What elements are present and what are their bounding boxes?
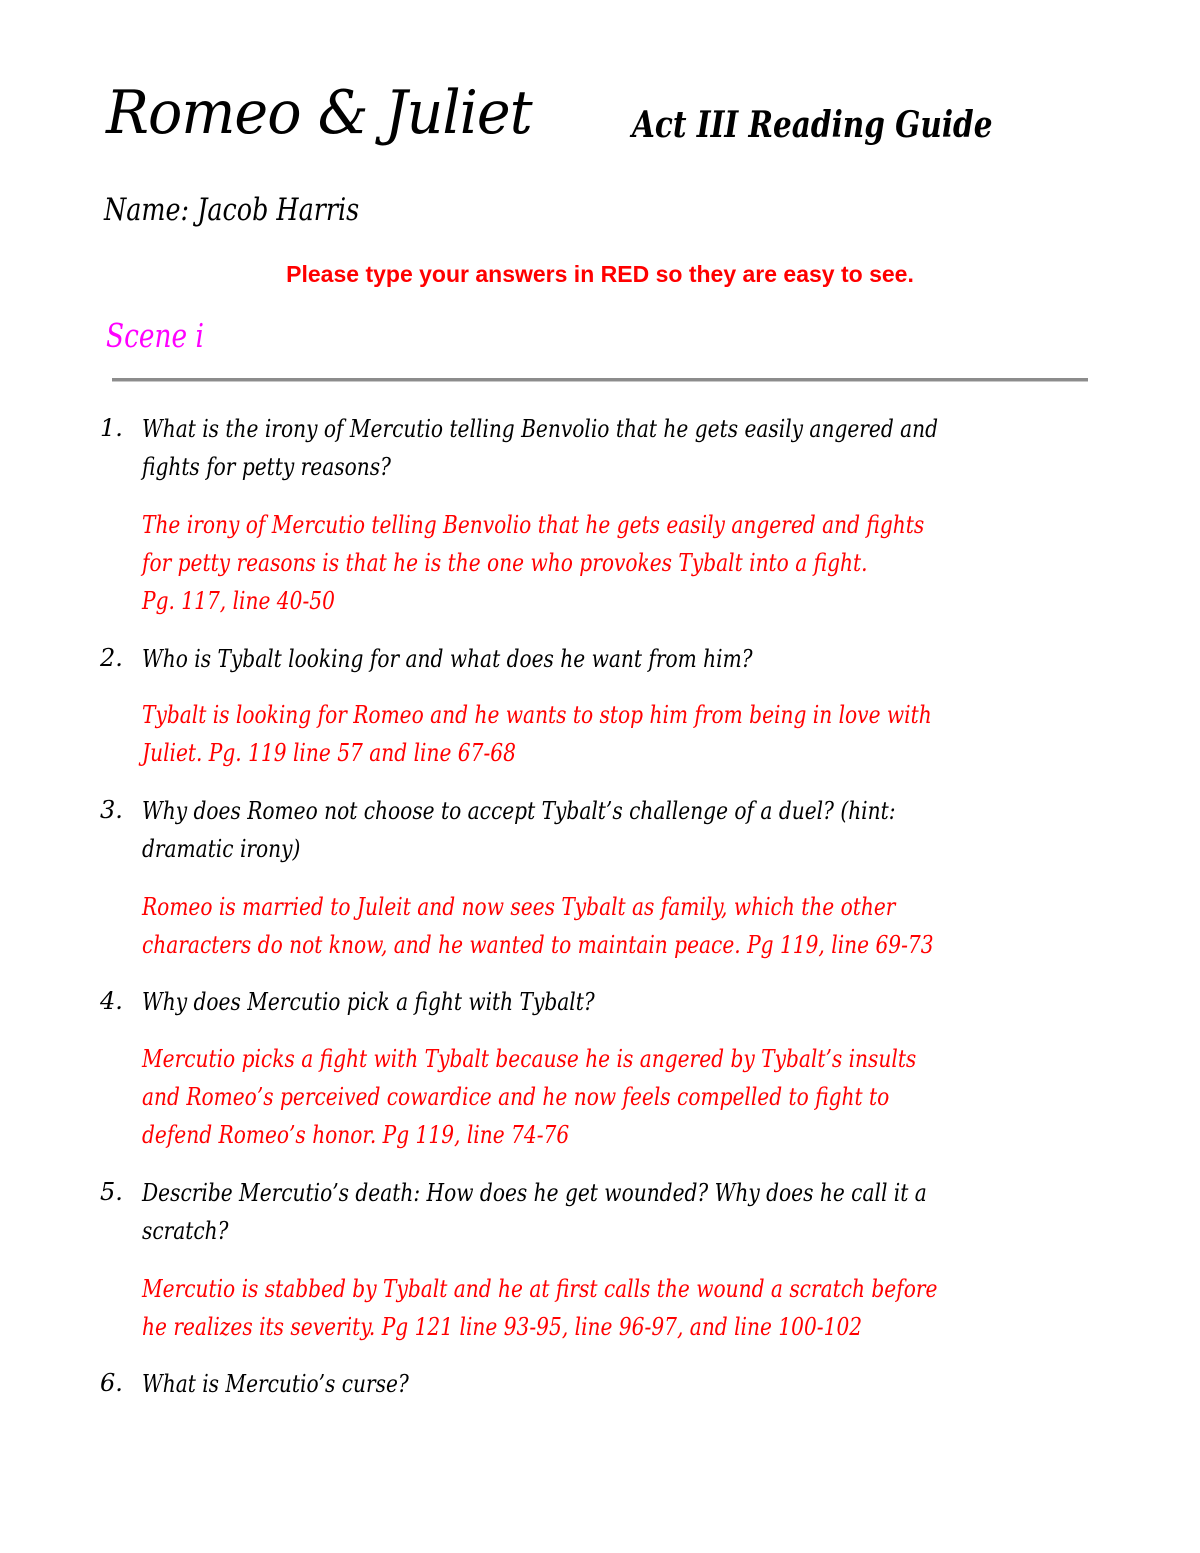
question-number: 4. <box>100 987 123 1015</box>
section-divider <box>112 378 1088 382</box>
answer-text[interactable]: The irony of Mercutio telling Benvolio that he gets easily angered and fights for petty reasons is that he is the one who provokes Tybalt into a fight. Pg. 117, line 40-50 <box>142 511 925 615</box>
answer-text[interactable]: Tybalt is looking for Romeo and he wants to stop him from being in love with Juliet. Pg. 119 line 57 and line 67-68 <box>142 701 932 767</box>
document-subtitle: Act III Reading Guide <box>632 104 993 146</box>
question-text: What is the irony of Mercutio telling Benvolio that he gets easily angered and fights for petty reasons? <box>142 415 939 481</box>
question-number: 1. <box>100 414 123 442</box>
answer-text[interactable]: Mercutio picks a fight with Tybalt because he is angered by Tybalt’s insults and Romeo’s perceived cowardice and he now feels compelled to fight to defend Romeo’s honor. Pg 119, line 74-76 <box>142 1045 917 1149</box>
instructions-text: Please type your answers in RED so they are easy to see. <box>286 261 914 287</box>
question-text: What is Mercutio’s curse? <box>142 1370 409 1398</box>
answer-text[interactable]: Romeo is married to Juleit and now sees Tybalt as family, which the other characters do not know, and he wanted to maintain peace. Pg 119, line 69-73 <box>142 893 934 959</box>
question-text: Why does Mercutio pick a fight with Tybalt? <box>142 988 595 1016</box>
scene-heading: Scene i <box>106 316 204 355</box>
question-number: 5. <box>100 1178 123 1206</box>
question-number: 3. <box>100 796 123 824</box>
question-number: 6. <box>100 1369 123 1397</box>
question-text: Why does Romeo not choose to accept Tybalt’s challenge of a duel? (hint: dramatic irony) <box>142 797 896 863</box>
answer-text[interactable]: Mercutio is stabbed by Tybalt and he at first calls the wound a scratch before he realizes its severity. Pg 121 line 93-95, line 96-97, and line 100-102 <box>142 1275 938 1341</box>
question-text: Who is Tybalt looking for and what does he want from him? <box>142 645 753 673</box>
question-text: Describe Mercutio’s death: How does he get wounded? Why does he call it a scratch? <box>142 1179 927 1245</box>
question-number: 2. <box>100 644 123 672</box>
document-title: Romeo & Juliet <box>106 78 532 148</box>
student-name: Name: Jacob Harris <box>104 192 360 228</box>
